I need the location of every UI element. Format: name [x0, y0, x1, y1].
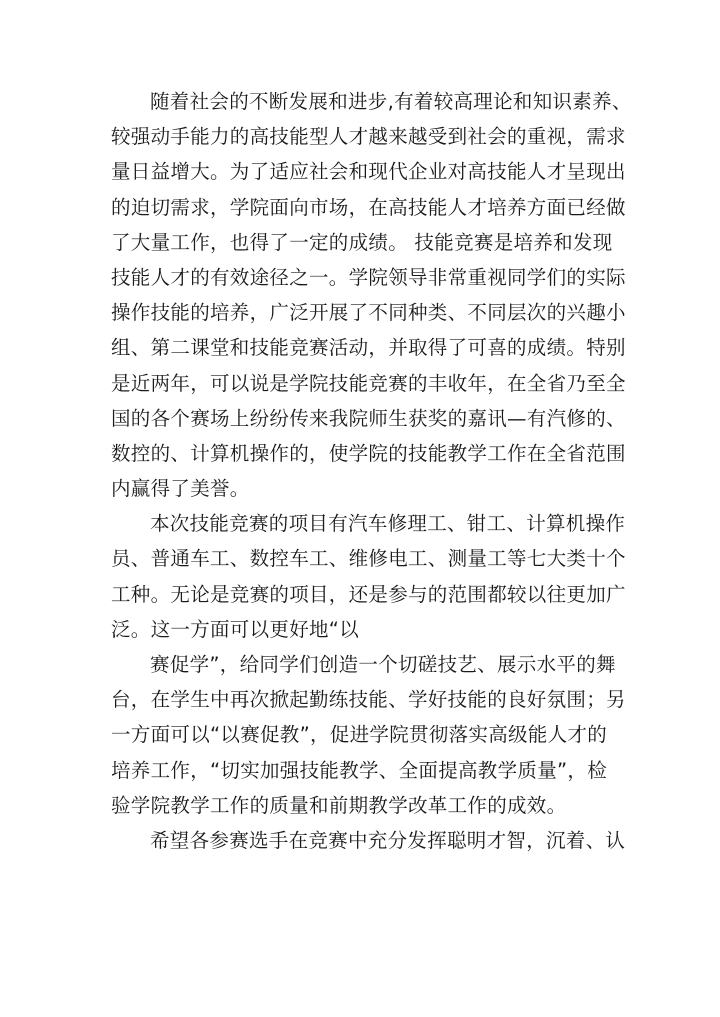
document-body: [111, 84, 632, 858]
paragraph-1-line-9: 是近两年，可以说是学院技能竞赛的丰收年，在全省乃至全: [111, 371, 626, 395]
paragraph-2-line-2: 员、普通车工、数控车工、维修电工、测量工等七大类十个: [111, 547, 626, 571]
paragraph-1-line-11: 数控的、计算机操作的，使学院的技能教学工作在全省范围: [111, 441, 626, 465]
paragraph-2-line-4: 泛。这一方面可以更好地“以: [111, 617, 360, 641]
paragraph-1-line-8: 组、第二课堂和技能竞赛活动，并取得了可喜的成绩。特别: [111, 336, 626, 360]
paragraph-1-line-2: 较强动手能力的高技能型人才越来越受到社会的重视，需求: [111, 125, 626, 149]
paragraph-1-line-3: 量日益增大。为了适应社会和现代企业对高技能人才呈现出: [111, 160, 626, 184]
paragraph-1-line-1: 随着社会的不断发展和进步,有着较高理论和知识素养、: [150, 90, 632, 113]
paragraph-1-line-4: 的迫切需求，学院面向市场，在高技能人才培养方面已经做: [111, 195, 626, 219]
paragraph-1-line-6: 技能人才的有效途径之一。学院领导非常重视同学们的实际: [111, 265, 626, 289]
paragraph-2-line-3: 工种。无论是竞赛的项目，还是参与的范围都较以往更加广: [111, 582, 626, 606]
paragraph-2-line-1: 本次技能竞赛的项目有汽车修理工、钳工、计算机操作: [150, 512, 626, 536]
paragraph-1-line-7: 操作技能的培养，广泛开展了不同种类、不同层次的兴趣小: [111, 301, 626, 325]
paragraph-3-line-1: 赛促学”，给同学们创造一个切磋技艺、展示水平的舞: [150, 653, 616, 676]
paragraph-3-line-4: 培养工作，“切实加强技能教学、全面提高教学质量”，检: [111, 758, 608, 782]
paragraph-1-line-5: 了大量工作，也得了一定的成绩。 技能竞赛是培养和发现: [111, 230, 613, 254]
paragraph-1-line-10: 国的各个赛场上纷纷传来我院师生获奖的嘉讯—有汽修的、: [111, 406, 626, 430]
paragraph-3-line-3: 一方面可以“以赛促教”，促进学院贯彻落实高级能人才的: [111, 723, 608, 747]
paragraph-1-line-12: 内赢得了美誉。: [111, 477, 250, 501]
paragraph-3-line-2: 台，在学生中再次掀起勤练技能、学好技能的良好氛围；另: [111, 688, 626, 712]
paragraph-4-line-1: 希望各参赛选手在竞赛中充分发挥聪明才智，沉着、认: [150, 828, 626, 852]
paragraph-3-line-5: 验学院教学工作的质量和前期教学改革工作的成效。: [111, 793, 567, 817]
